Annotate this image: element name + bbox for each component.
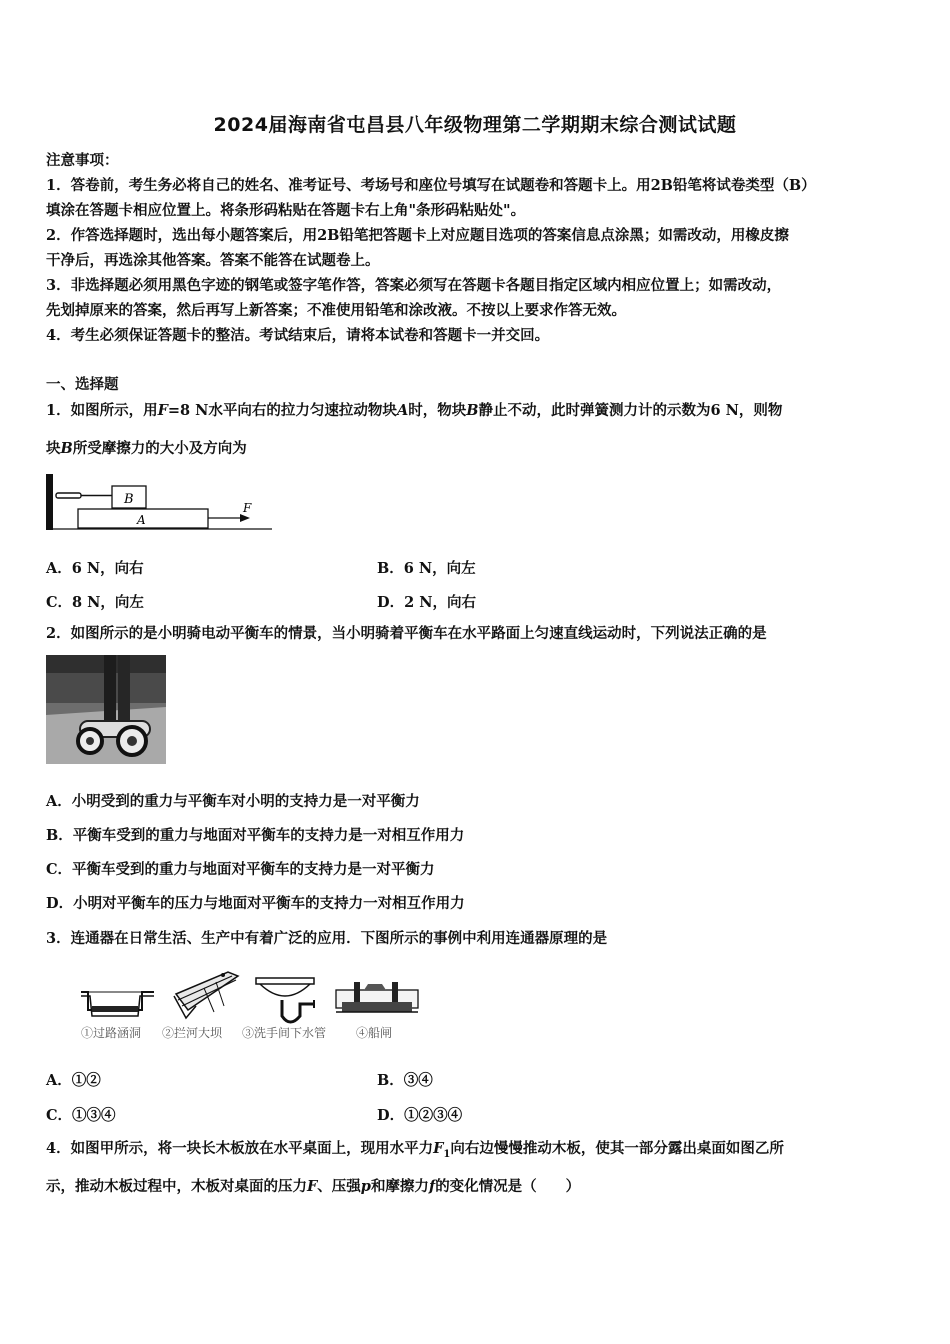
question-2-option-c: C．平衡车受到的重力与地面对平衡车的支持力是一对平衡力 <box>46 861 435 878</box>
culvert-drawing <box>81 992 154 1016</box>
block-a-label: A <box>137 513 146 527</box>
sink-drain-drawing <box>256 978 314 1022</box>
question-1-option-a: A．6 N，向右 <box>46 560 144 577</box>
section-heading: 一、选择题 <box>46 376 119 393</box>
question-3-figure <box>78 966 423 1046</box>
question-2-option-d: D．小明对平衡车的压力与地面对平衡车的支持力一对相互作用力 <box>46 895 465 912</box>
caption-culvert: ①过路涵洞 <box>81 1026 142 1040</box>
page-title: 2024届海南省屯昌县八年级物理第二学期期末综合测试试题 <box>213 114 737 136</box>
caption-ship-lock: ④船闸 <box>356 1026 393 1040</box>
question-2-photo <box>46 655 166 764</box>
force-f-label: F <box>243 501 252 515</box>
question-4-stem: 4．如图甲所示，将一块长木板放在水平桌面上，现用水平力$F_1$向右边慢慢推动木板，使其一部分露出桌面如图乙所 <box>46 1140 784 1160</box>
question-1-option-d: D．2 N，向右 <box>377 594 476 611</box>
question-3-option-b: B．③④ <box>377 1072 433 1089</box>
question-2-option-a: A．小明受到的重力与平衡车对小明的支持力是一对平衡力 <box>46 793 420 810</box>
notice-line: 4．考生必须保证答题卡的整洁。考试结束后，请将本试卷和答题卡一并交回。 <box>46 327 550 344</box>
notice-line: 3．非选择题必须用黑色字迹的钢笔或签字笔作答，答案必须写在答题卡各题目指定区域内相应位置上；如需改动， <box>46 277 782 294</box>
notice-heading: 注意事项： <box>46 152 119 169</box>
question-2-option-b: B．平衡车受到的重力与地面对平衡车的支持力是一对相互作用力 <box>46 827 465 844</box>
notice-line: 干净后，再选涂其他答案。答案不能答在试题卷上。 <box>46 252 380 269</box>
dam-drawing <box>174 972 238 1018</box>
question-1-stem-line2: 块B所受摩擦力的大小及方向为 <box>46 440 247 457</box>
question-4-stem-line2: 示，推动木板过程中，木板对桌面的压力F、压强p和摩擦力f的变化情况是（ ） <box>46 1178 581 1195</box>
question-1-stem: 1．如图所示，用F=8 N水平向右的拉力匀速拉动物块A时，物块B静止不动，此时弹簧测力计的示数为6 N，则物 <box>46 402 783 419</box>
caption-dam: ②拦河大坝 <box>162 1026 223 1040</box>
ship-lock-drawing <box>336 982 418 1012</box>
question-3-option-a: A．①② <box>46 1072 101 1089</box>
question-1-option-c: C．8 N，向左 <box>46 594 144 611</box>
question-2-stem: 2．如图所示的是小明骑电动平衡车的情景，当小明骑着平衡车在水平路面上匀速直线运动时，下列说法正确的是 <box>46 625 767 642</box>
question-1-option-b: B．6 N，向左 <box>377 560 476 577</box>
question-3-stem: 3．连通器在日常生活、生产中有着广泛的应用．下图所示的事例中利用连通器原理的是 <box>46 930 608 947</box>
question-3-option-d: D．①②③④ <box>377 1107 463 1124</box>
block-b-label: B <box>124 492 134 507</box>
notice-line: 填涂在答题卡相应位置上。将条形码粘贴在答题卡右上角"条形码粘贴处"。 <box>46 202 526 219</box>
question-3-option-c: C．①③④ <box>46 1107 116 1124</box>
notice-line: 1．答卷前，考生务必将自己的姓名、准考证号、考场号和座位号填写在试题卷和答题卡上。用2B铅笔将试卷类型（B） <box>46 177 816 194</box>
notice-line: 2．作答选择题时，选出每小题答案后，用2B铅笔把答题卡上对应题目选项的答案信息点涂黑；如需改动，用橡皮擦 <box>46 227 789 244</box>
question-1-figure <box>44 472 274 534</box>
caption-sink-drain: ③洗手间下水管 <box>242 1026 327 1040</box>
notice-line: 先划掉原来的答案，然后再写上新答案；不准使用铅笔和涂改液。不按以上要求作答无效。 <box>46 302 626 319</box>
